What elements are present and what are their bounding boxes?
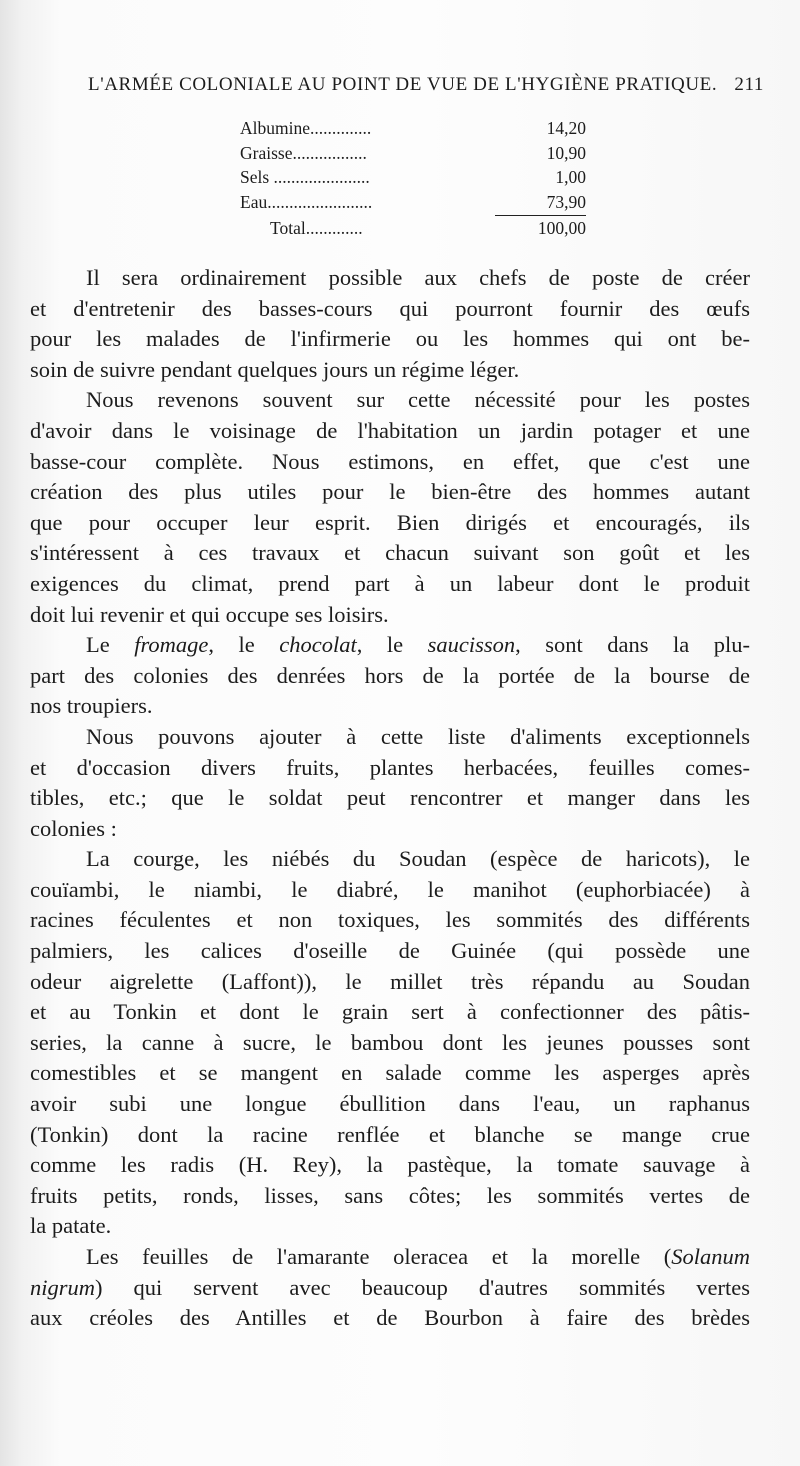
row-value: 14,20: [546, 118, 586, 138]
italic-term: saucisson: [427, 632, 516, 658]
table-row: [240, 116, 586, 141]
composition-table: [240, 116, 586, 241]
text-run: ) qui servent avec beaucoup d'autres sommités vertes: [95, 1274, 750, 1300]
text-line: pour les malades de l'infirmerie ou les hommes qui ont be-: [30, 326, 750, 352]
italic-term: nigrum: [30, 1274, 96, 1300]
text-run: , sont dans la plu-: [515, 632, 750, 658]
text-line: soin de suivre pendant quelques jours un régime léger.: [30, 356, 520, 382]
text-run: , le: [208, 632, 280, 658]
text-run: Le: [86, 632, 135, 658]
row-value: 73,90: [546, 191, 586, 212]
row-label: Eau........................: [240, 191, 373, 212]
table-total-row: [240, 216, 586, 241]
text-line: nos troupiers.: [30, 693, 153, 719]
text-line: La courge, les niébés du Soudan (espèce de haricots), le: [86, 846, 750, 872]
text-line: racines féculentes et non toxiques, les sommités des différents: [30, 907, 750, 933]
row-label: Graisse.................: [240, 142, 367, 163]
text-line: palmiers, les calices d'oseille de Guinée (qui possède une: [30, 938, 750, 964]
text-line: d'avoir dans le voisinage de l'habitation un jardin potager et une: [30, 417, 750, 443]
text-line: la patate.: [30, 1213, 112, 1239]
row-value: 10,90: [546, 142, 586, 163]
text-run: , le: [356, 632, 428, 658]
total-value: 100,00: [537, 218, 586, 238]
text-line: (Tonkin) dont la racine renflée et blanche se mange crue: [30, 1121, 750, 1147]
table-row: [240, 165, 586, 190]
text-line: création des plus utiles pour le bien-être des hommes autant: [30, 479, 750, 505]
paragraph: [30, 385, 750, 630]
text-run: Les feuilles de l'amarante oleracea et la morelle (: [86, 1244, 672, 1269]
text-line: comme les radis (H. Rey), la pastèque, la tomate sauvage à: [30, 1152, 750, 1178]
text-line: Nous pouvons ajouter à cette liste d'aliments exceptionnels: [86, 723, 750, 749]
running-title: L'ARMÉE COLONIALE AU POINT DE VUE DE L'HYGIÈNE PRATIQUE.: [88, 74, 718, 95]
text-line: exigences du climat, prend part à un labeur dont le produit: [30, 570, 750, 596]
text-line: Nous revenons souvent sur cette nécessité pour les postes: [86, 387, 750, 413]
paragraph: [30, 1242, 750, 1334]
text-line: fruits petits, ronds, lisses, sans côtes; les sommités vertes de: [30, 1182, 750, 1208]
paragraph: [30, 630, 750, 722]
text-line: [30, 630, 750, 661]
paragraph: [30, 263, 750, 385]
italic-term: fromage: [134, 632, 209, 658]
paragraph: [30, 844, 750, 1242]
text-line: comestibles et se mangent en salade comme les asperges après: [30, 1060, 750, 1086]
row-value: 1,00: [555, 167, 586, 187]
text-line: tibles, etc.; que le soldat peut rencontrer et manger dans les: [30, 785, 750, 811]
paragraph: [30, 722, 750, 844]
row-label: Sels ......................: [240, 167, 370, 187]
text-line: doit lui revenir et qui occupe ses loisirs.: [30, 601, 389, 627]
text-line: s'intéressent à ces travaux et chacun suivant son goût et les: [30, 540, 750, 566]
text-line: colonies :: [30, 815, 117, 841]
text-line: et d'entretenir des basses-cours qui pourront fournir des œufs: [30, 295, 750, 321]
body-text: [30, 263, 750, 1334]
text-line: Il sera ordinairement possible aux chefs de poste de créer: [86, 265, 750, 290]
text-line: [30, 1242, 750, 1273]
text-line: basse-cour complète. Nous estimons, en effet, que c'est une: [30, 448, 750, 474]
text-line: odeur aigrelette (Laffont)), le millet très répandu au Soudan: [30, 968, 750, 994]
text-line: [30, 1273, 750, 1304]
running-head: [88, 74, 764, 96]
text-line: aux créoles des Antilles et de Bourbon à faire des brèdes: [30, 1305, 750, 1331]
text-line: que pour occuper leur esprit. Bien dirigés et encouragés, ils: [30, 509, 750, 535]
row-label: Albumine..............: [240, 118, 372, 138]
text-line: series, la canne à sucre, le bambou dont les jeunes pousses sont: [30, 1029, 750, 1055]
text-line: et d'occasion divers fruits, plantes herbacées, feuilles comes-: [30, 754, 750, 780]
text-line: couïambi, le niambi, le diabré, le manihot (euphorbiacée) à: [30, 876, 750, 902]
italic-term: Solanum: [671, 1244, 750, 1269]
italic-term: chocolat: [279, 632, 357, 658]
page-number: 211: [734, 74, 764, 95]
text-line: part des colonies des denrées hors de la portée de la bourse de: [30, 662, 750, 688]
text-line: avoir subi une longue ébullition dans l'eau, un raphanus: [30, 1091, 750, 1117]
total-label: Total.............: [270, 218, 363, 238]
table-row: [240, 141, 586, 166]
table-row: [240, 190, 586, 215]
text-line: et au Tonkin et dont le grain sert à confectionner des pâtis-: [30, 999, 750, 1025]
